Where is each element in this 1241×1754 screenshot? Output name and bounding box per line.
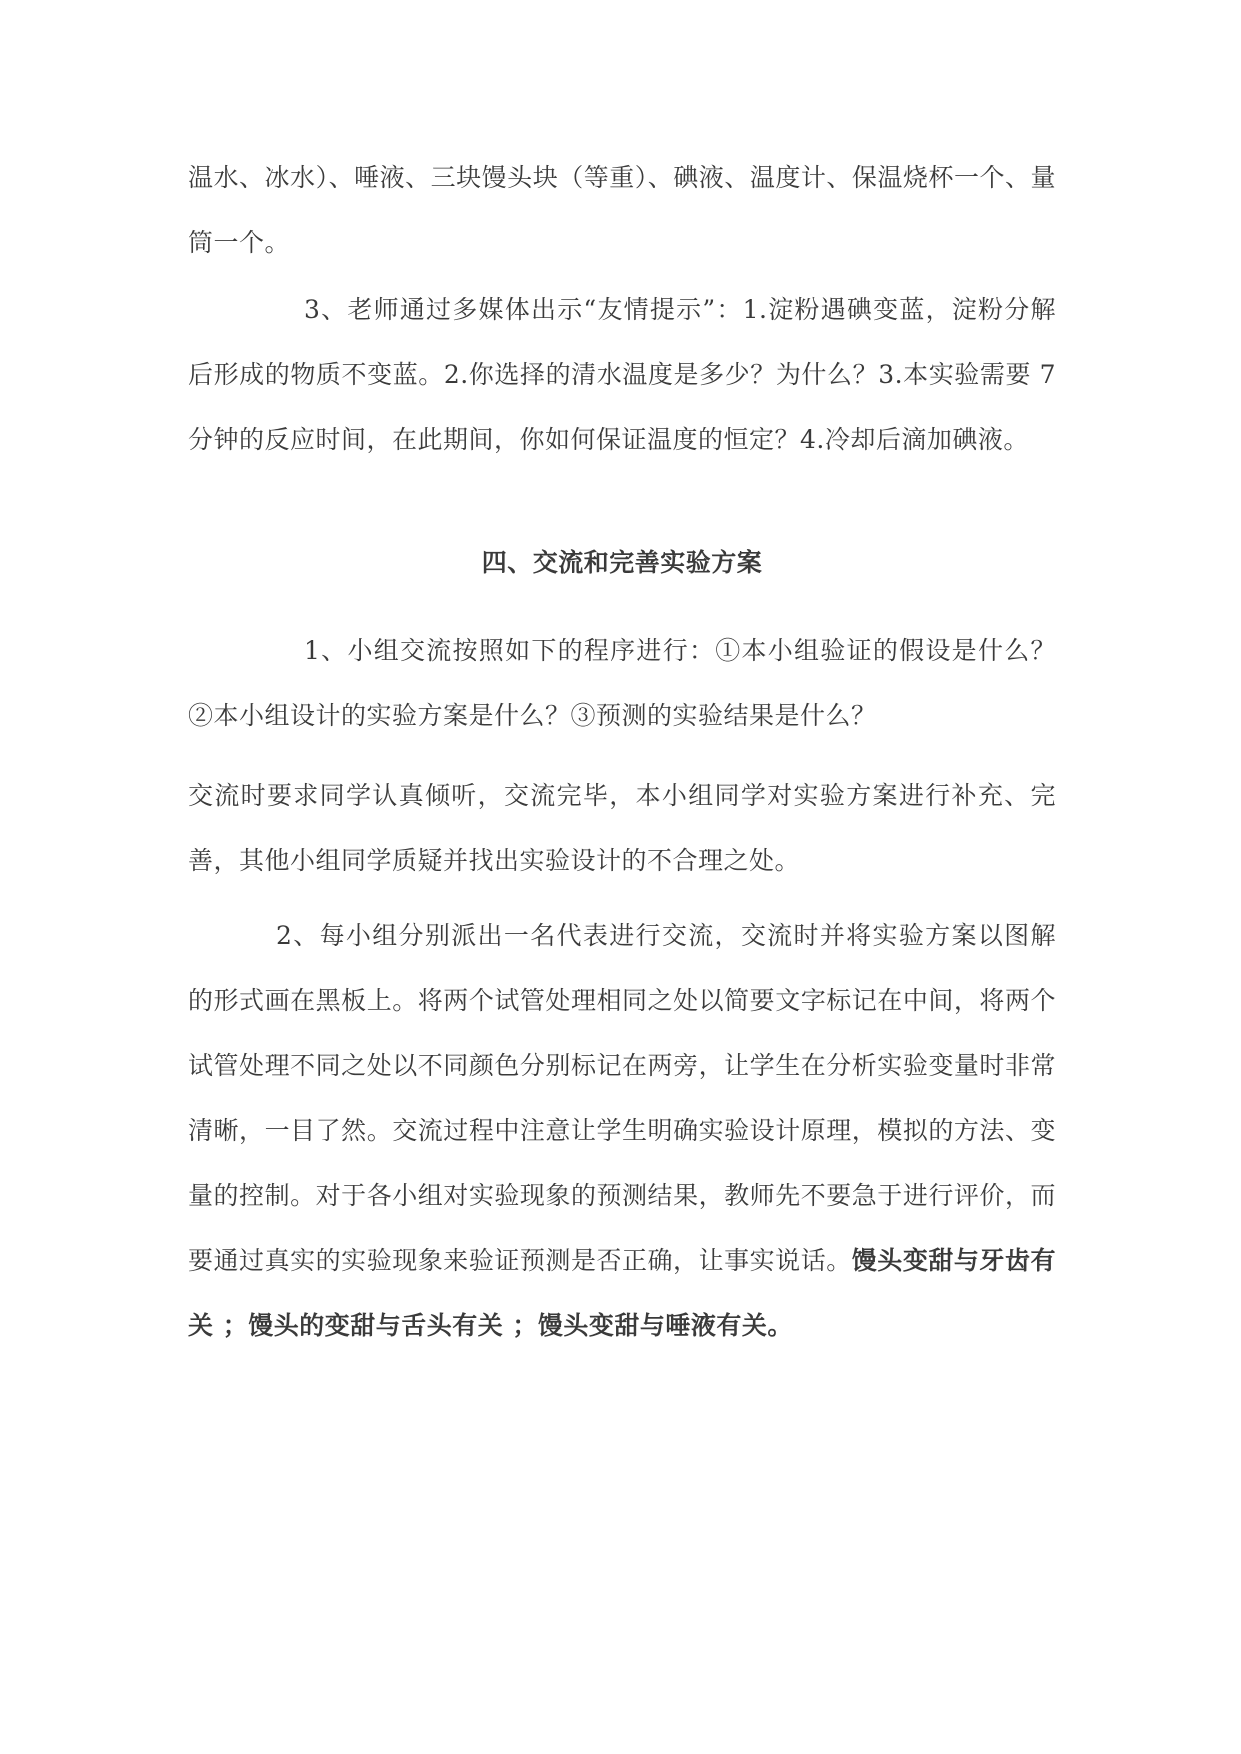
listen-paragraph: 交流时要求同学认真倾听，交流完毕，本小组同学对实验方案进行补充、完善，其他小组同学质疑并找出实验设计的不合理之处。 (188, 781, 1056, 875)
hypotheses-text: 馒头变甜与牙齿有关 ；馒头的变甜与舌头有关 ；馒头变甜与唾液有关。 (188, 1246, 1056, 1340)
materials-paragraph: 温水、冰水）、唾液、三块馒头块（等重）、碘液、温度计、保温烧杯一个、量筒一个。 (188, 163, 1056, 257)
group-exchange-paragraph: 1、小组交流按照如下的程序进行：①本小组验证的假设是什么？②本小组设计的实验方案是什么？③预测的实验结果是什么？ (188, 636, 1056, 730)
section-heading: 四、交流和完善实验方案 (481, 548, 763, 577)
hints-paragraph: 3、老师通过多媒体出示“友情提示”：1.淀粉遇碘变蓝，淀粉分解后形成的物质不变蓝。2.你选择的清水温度是多少？为什么？3.本实验需要 7 分钟的反应时间，在此期间，你如何保证温度的恒定？4.冷却后滴加碘液。 (188, 295, 1056, 454)
representative-text: 2、每小组分别派出一名代表进行交流，交流时并将实验方案以图解的形式画在黑板上。将两个试管处理相同之处以简要文字标记在中间，将两个试管处理不同之处以不同颜色分别标记在两旁，让学生在分析实验变量时非常清晰，一目了然。交流过程中注意让学生明确实验设计原理，模拟的方法、变量的控制。对于各小组对实验现象的预测结果，教师先不要急于进行评价，而要通过真实的实验现象来验证预测是否正确，让事实说话。 (188, 921, 1056, 1275)
representative-paragraph (188, 903, 1056, 1358)
